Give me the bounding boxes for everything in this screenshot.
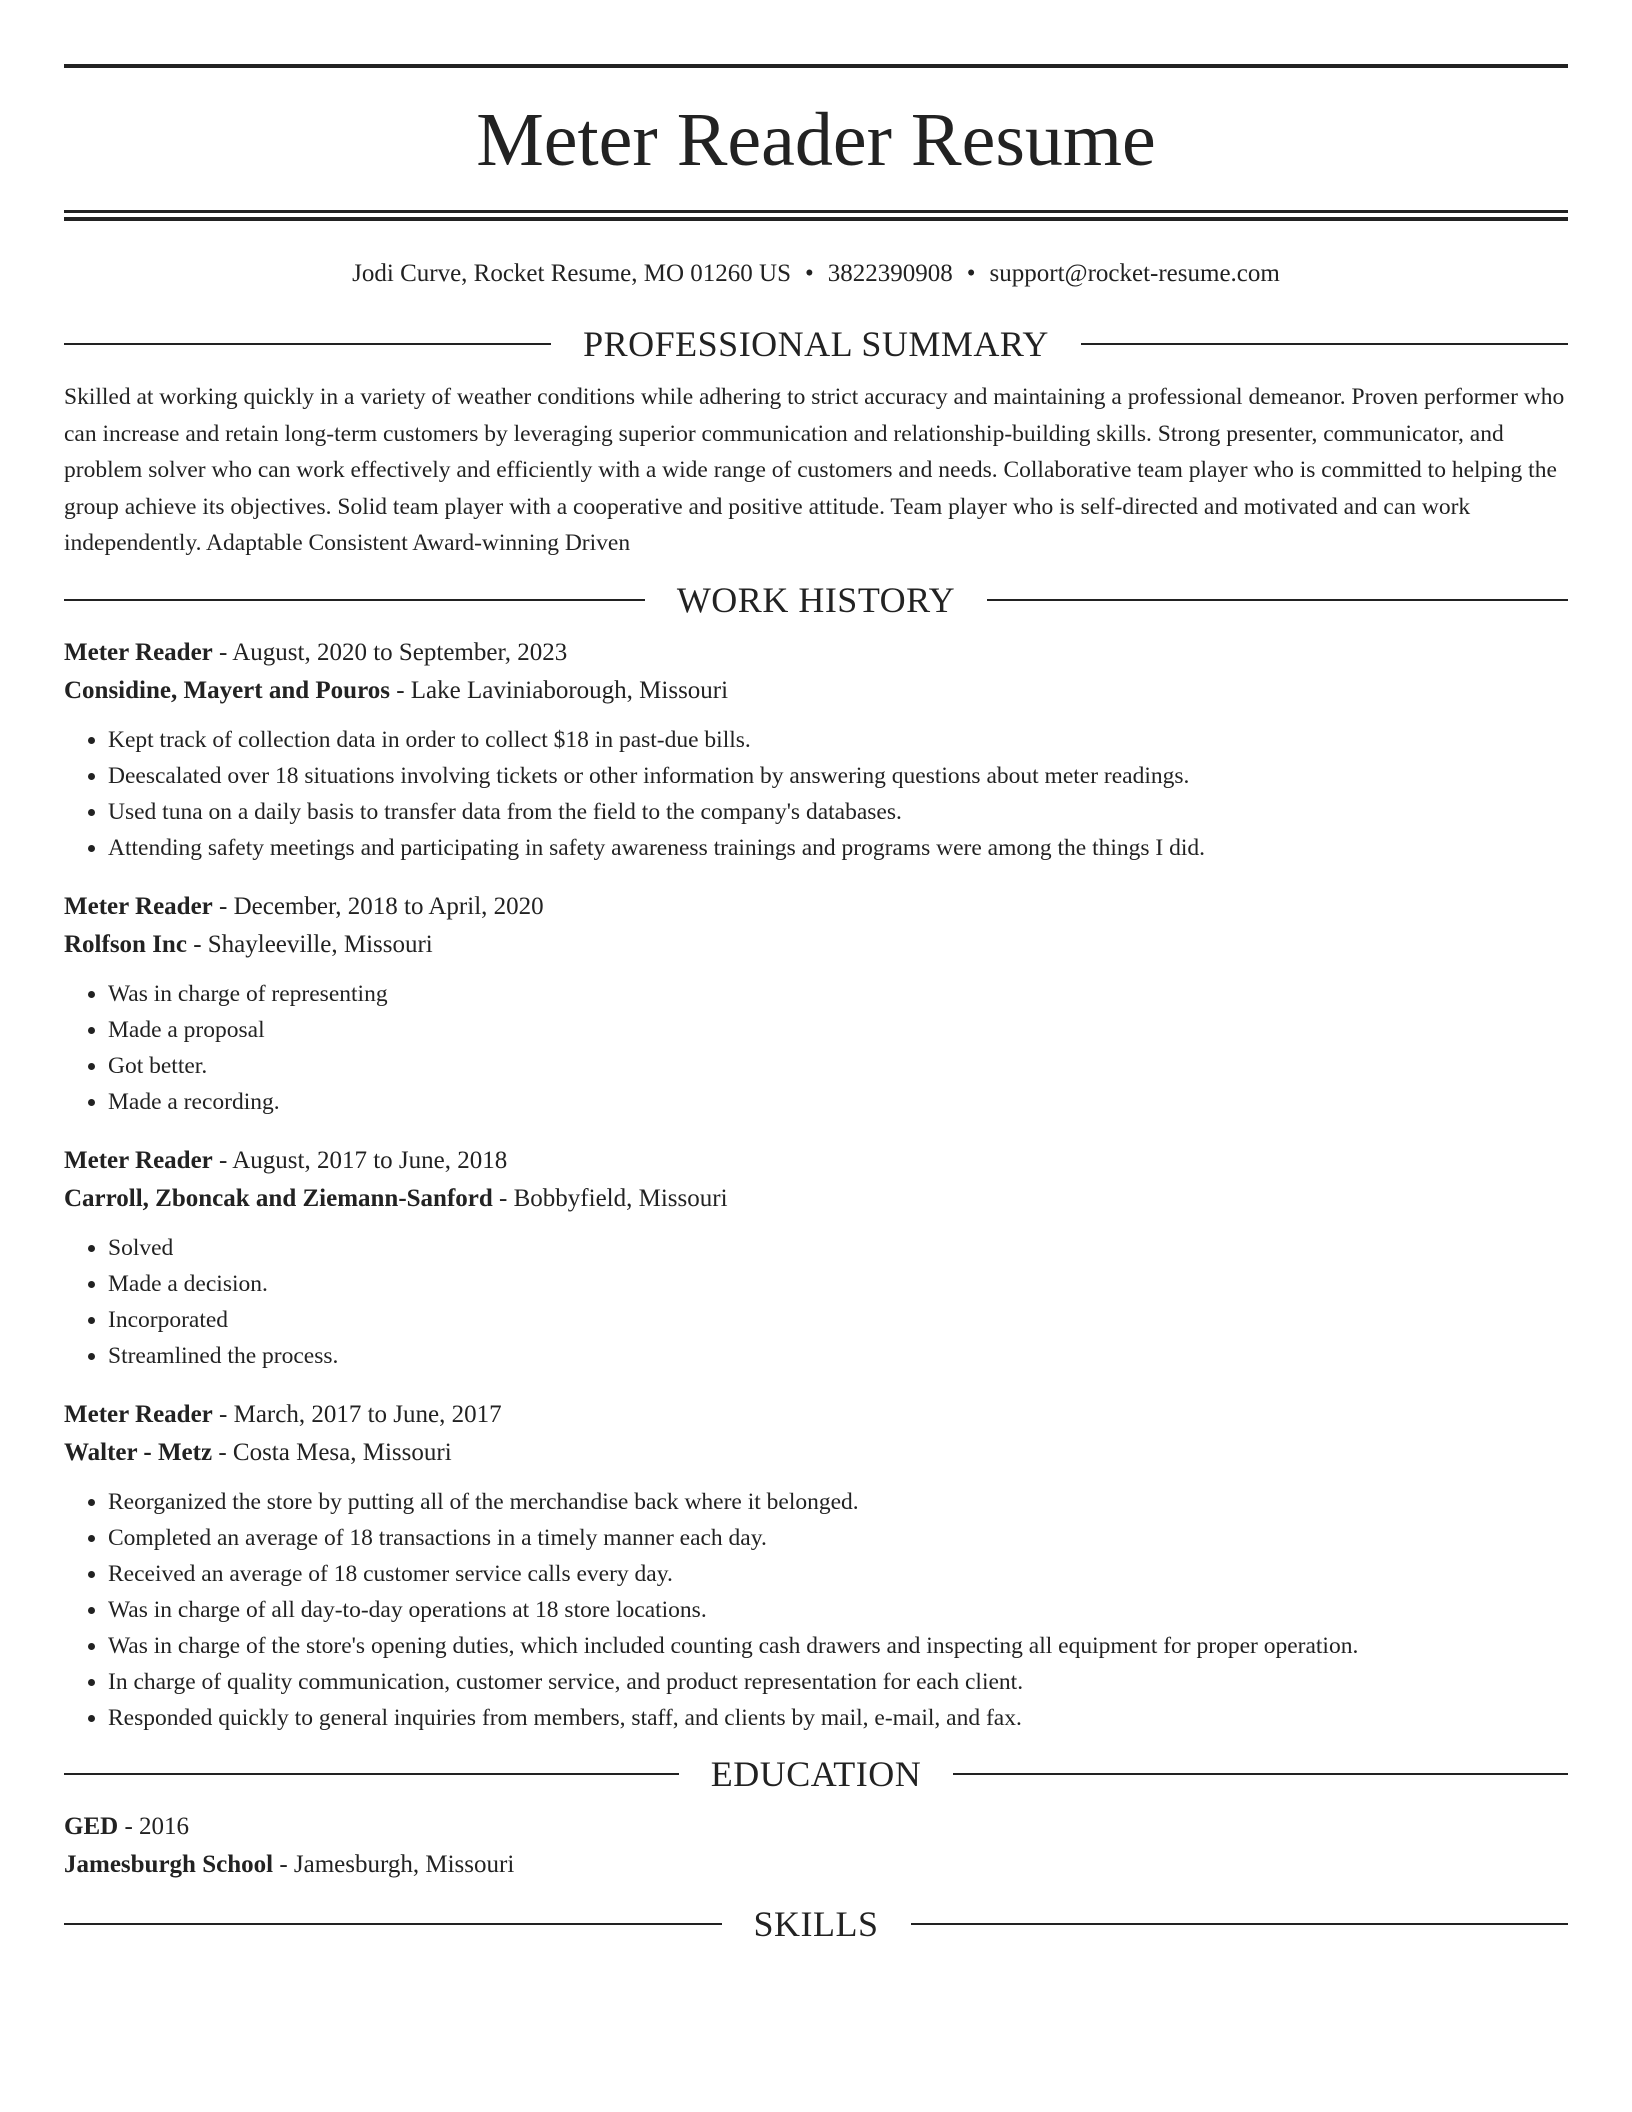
list-item: • Made a decision. xyxy=(108,1266,1568,1302)
list-item: • Reorganized the store by putting all of the merchandise back where it belonged. xyxy=(108,1484,1568,1520)
section-title: WORK HISTORY xyxy=(676,579,956,620)
job-dash: - xyxy=(212,1146,233,1174)
job-title-line xyxy=(64,888,1568,926)
heading-rule xyxy=(64,1923,722,1925)
list-item: • Kept track of collection data in order to collect $18 in past-due bills. xyxy=(108,722,1568,758)
job-dash: - xyxy=(212,1400,234,1428)
job-dates: December, 2018 to April, 2020 xyxy=(233,892,544,920)
job-dash: - xyxy=(186,930,208,958)
job-dash: - xyxy=(212,638,233,666)
contact-line xyxy=(64,261,1568,286)
job-bullets xyxy=(64,1484,1568,1736)
list-item: • Made a proposal xyxy=(108,1012,1568,1048)
list-item: • In charge of quality communication, customer service, and product representation for each client. xyxy=(108,1664,1568,1700)
job-title-line xyxy=(64,1142,1568,1180)
education-school: Jamesburgh School xyxy=(64,1850,274,1878)
job-entry xyxy=(64,1142,1568,1374)
job-company-line xyxy=(64,1180,1568,1218)
list-item: • Solved xyxy=(108,1230,1568,1266)
section-title: SKILLS xyxy=(753,1903,879,1944)
job-bullets xyxy=(64,722,1568,866)
list-item: • Streamlined the process. xyxy=(108,1338,1568,1374)
education-school-line xyxy=(64,1846,1568,1884)
job-title: Meter Reader xyxy=(64,1400,213,1428)
heading-rule xyxy=(64,343,551,345)
list-item: • Incorporated xyxy=(108,1302,1568,1338)
list-item: • Received an average of 18 customer service calls every day. xyxy=(108,1556,1568,1592)
contact-email: support@rocket-resume.com xyxy=(989,260,1280,287)
job-company: Rolfson Inc xyxy=(64,930,187,958)
job-dash: - xyxy=(212,892,234,920)
job-entry xyxy=(64,1396,1568,1736)
education-degree-line xyxy=(64,1808,1568,1846)
list-item: • Attending safety meetings and participating in safety awareness trainings and programs were among the things I did. xyxy=(108,830,1568,866)
contact-separator: • xyxy=(966,260,976,287)
job-dates: August, 2020 to September, 2023 xyxy=(232,638,568,666)
job-bullets xyxy=(64,976,1568,1120)
page-title: Meter Reader Resume xyxy=(476,98,1156,182)
job-title: Meter Reader xyxy=(64,892,213,920)
contact-separator: • xyxy=(805,260,814,287)
job-location: Costa Mesa, Missouri xyxy=(232,1438,452,1466)
list-item: • Deescalated over 18 situations involving tickets or other information by answering questions about meter readings. xyxy=(108,758,1568,794)
education-dash: - xyxy=(118,1812,140,1840)
section-heading-education xyxy=(64,1753,1568,1794)
job-title: Meter Reader xyxy=(64,638,213,666)
heading-rule xyxy=(64,1773,679,1775)
job-dash: - xyxy=(492,1184,514,1212)
section-heading-summary xyxy=(64,326,1568,362)
job-bullets xyxy=(64,1230,1568,1374)
job-title: Meter Reader xyxy=(64,1146,213,1174)
resume-content xyxy=(64,0,1568,1942)
list-item: • Responded quickly to general inquiries from members, staff, and clients by mail, e-mail, and fax. xyxy=(108,1700,1568,1736)
heading-rule xyxy=(953,1773,1568,1775)
job-company: Considine, Mayert and Pouros xyxy=(64,676,390,704)
education-degree: GED xyxy=(64,1812,119,1840)
job-title-line xyxy=(64,1396,1568,1434)
heading-rule xyxy=(64,599,645,601)
title-double-rule xyxy=(64,210,1568,221)
heading-rule xyxy=(1081,343,1568,345)
job-entry xyxy=(64,634,1568,866)
job-location: Lake Laviniaborough, Missouri xyxy=(410,676,729,704)
list-item: • Got better. xyxy=(108,1048,1568,1084)
section-heading-work xyxy=(64,579,1568,620)
section-heading-skills xyxy=(64,1903,1568,1944)
job-entry xyxy=(64,888,1568,1120)
contact-address: Jodi Curve, Rocket Resume, MO 01260 US xyxy=(352,260,792,287)
job-dates: March, 2017 to June, 2017 xyxy=(233,1400,502,1428)
job-location: Shayleeville, Missouri xyxy=(207,930,433,958)
job-dash: - xyxy=(212,1438,233,1466)
education-year: 2016 xyxy=(139,1812,190,1840)
list-item: • Used tuna on a daily basis to transfer data from the field to the company's databases. xyxy=(108,794,1568,830)
job-dates: August, 2017 to June, 2018 xyxy=(232,1146,508,1174)
list-item: • Made a recording. xyxy=(108,1084,1568,1120)
job-company-line xyxy=(64,672,1568,710)
list-item: • Was in charge of the store's opening duties, which included counting cash drawers and inspecting all equipment for proper operation. xyxy=(108,1628,1568,1664)
heading-rule xyxy=(911,1923,1569,1925)
section-title: EDUCATION xyxy=(710,1753,922,1794)
job-company-line xyxy=(64,926,1568,964)
job-title-line xyxy=(64,634,1568,672)
job-company-line xyxy=(64,1434,1568,1472)
education-location: Jamesburgh, Missouri xyxy=(293,1850,515,1878)
job-company: Walter - Metz xyxy=(64,1438,213,1466)
job-location: Bobbyfield, Missouri xyxy=(513,1184,728,1212)
list-item: • Completed an average of 18 transactions in a timely manner each day. xyxy=(108,1520,1568,1556)
education-dash: - xyxy=(273,1850,294,1878)
list-item: • Was in charge of all day-to-day operations at 18 store locations. xyxy=(108,1592,1568,1628)
job-dash: - xyxy=(389,676,411,704)
section-title: PROFESSIONAL SUMMARY xyxy=(583,324,1049,364)
education-entry xyxy=(64,1808,1568,1884)
heading-rule xyxy=(987,599,1568,601)
contact-phone: 3822390908 xyxy=(827,260,953,287)
summary-text: Skilled at working quickly in a variety of weather conditions while adhering to strict accuracy and maintaining a professional demeanor. Proven performer who can increase and retain long-term customers by leveraging superior communication and relationship-building skills. Strong presenter, communicator, and problem solver who can work effectively and efficiently with a wide range of customers and needs. Collaborative team player who is committed to helping the group achieve its objectives. Solid team player with a cooperative and positive attitude. Team player who is self-directed and motivated and can work independently. Adaptable Consistent Award-winning Driven xyxy=(64,384,1565,556)
job-company: Carroll, Zboncak and Ziemann-Sanford xyxy=(64,1184,493,1212)
list-item: • Was in charge of representing xyxy=(108,976,1568,1012)
